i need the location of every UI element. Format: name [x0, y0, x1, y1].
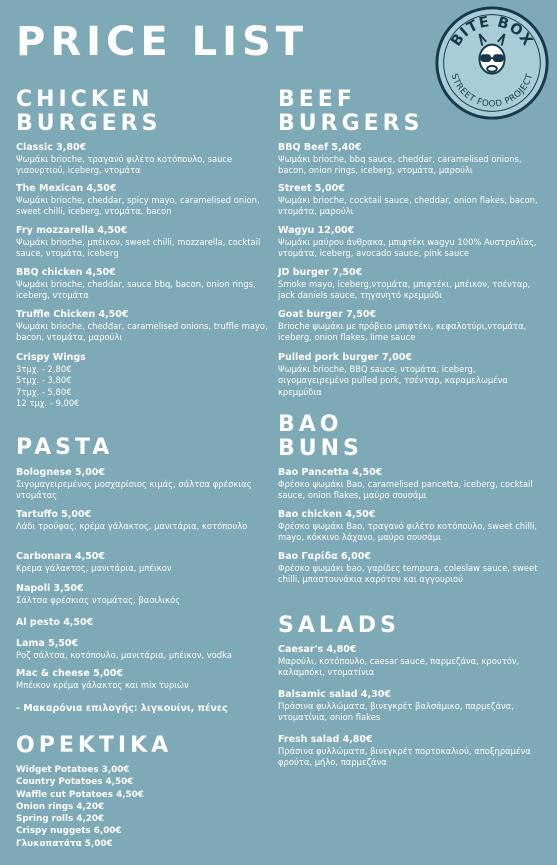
item-name: Bao Pancetta 4,50€ [278, 467, 383, 478]
heading-line: BEEF [278, 87, 356, 112]
item-name: Napoli 3,50€ [16, 583, 84, 594]
item-desc: Σιγομαγειρεμένος μοσχαρίσιος κιμάς, σάλτσα φρέσκιας ντομάτας [16, 479, 252, 501]
item-desc: Ψωμάκι brioche, τραγανό φιλέτο κοτόπουλο, sauce γιαουρτιού, iceberg, ντομάτα [16, 154, 233, 176]
menu-item [16, 638, 271, 661]
item-desc: Ροζ σάλτσα, κοτόπουλο, μανιτάρια, μπέικον, vodka [16, 650, 232, 660]
item-name: Pulled pork burger 7,00€ [278, 352, 412, 363]
item-name: BBQ chicken 4,50€ [16, 267, 116, 278]
item-name: Fresh salad 4,80€ [278, 734, 373, 745]
orektika-list [16, 764, 271, 850]
item-name: Classic 3,80€ [16, 142, 87, 153]
item-desc: Κρέμα γάλακτος, μανιτάρια, μπέικον [16, 563, 172, 573]
pasta-note [16, 703, 271, 715]
menu-item [16, 309, 271, 344]
menu-item [278, 467, 548, 502]
item-name: Crispy Wings [16, 352, 86, 363]
item-desc: Φρέσκο ψωμάκι Bao, caramelised pancetta, iceberg, cocktail sauce, onion flakes, μαύρο σουσάμι [278, 479, 533, 501]
menu-item [278, 267, 548, 302]
pasta-heading: PASTA [16, 435, 114, 460]
item-desc: Πράσινα φυλλώματα, βινεγκρέτ πορτοκαλιού, αποξηραμένα φρούτα, μήλο, παρμεζάνα [278, 746, 531, 768]
menu-item [16, 617, 271, 629]
menu-item [278, 309, 548, 344]
menu-item [278, 225, 548, 260]
item-desc: Ψωμάκι brioche, μπέικον, sweet chilli, mozzarella, cocktail sauce, ντομάτα, iceberg [16, 237, 261, 259]
wings-option: 7τμχ. - 5,80€ [16, 386, 72, 397]
menu-item [16, 225, 271, 260]
orektika-heading: ΟΡΕΚΤΙΚΑ [16, 733, 173, 758]
item-desc: Ψωμάκι brioche, cocktail sauce, cheddar, onion flakes, bacon, ντομάτα, μαρούλι [278, 195, 538, 217]
heading-line: BURGERS [16, 111, 162, 136]
list-item: Spring rolls 4,20€ [16, 814, 105, 825]
wings-option: 5τμχ. - 3,80€ [16, 375, 72, 386]
item-name: Bao chicken 4,50€ [278, 509, 376, 520]
item-desc: Μαρούλι, κοτόπουλο, caesar sauce, παρμεζάνα, κρουτόν, καλαμπόκι, ντοματίνια [278, 656, 520, 678]
list-item: Widget Potatoes 3,00€ [16, 765, 130, 775]
list-item: Country Potatoes 4,50€ [16, 777, 134, 788]
beef-burgers-heading [278, 88, 423, 136]
item-desc: Ψωμάκι μαύρου άνθρακα, μπιφτέκι wagyu 100% Αυστραλίας, ντομάτα, iceberg, avocado sauce, pink sauce [278, 237, 537, 259]
item-desc: Πράσινα φυλλώματα, βινεγκρέτ βαλσάμικο, παρμεζάνα, ντοματίνια, onion flakes [278, 701, 514, 723]
list-item: Waffle cut Potatoes 4,50€ [16, 789, 144, 800]
note-text: - Μακαρόνια επιλογής: λιγκουίνι, πένες [16, 703, 228, 714]
menu-item [278, 183, 548, 218]
item-desc: Φρέσκο ψωμάκι bao, γαρίδες tempura, coleslaw sauce, sweet chilli, μπαστουνάκια καρότου και αγγουριού [278, 563, 538, 585]
item-desc: Ψωμάκι brioche, BBQ sauce, ντομάτα, iceberg, σιγομαγειρεμένο pulled pork, τσένταρ, καραμελωμένα κρεμμύδια [278, 364, 508, 397]
wings-option: 3τμχ. - 2,80€ [16, 364, 72, 374]
item-desc: Λάδι τρούφας, κρέμα γάλακτος, μανιτάρια, κοτόπουλο [16, 521, 248, 531]
menu-item [16, 267, 271, 302]
menu-item [16, 467, 271, 502]
item-name: Truffle Chicken 4,50€ [16, 309, 129, 320]
page-title: PRICE LIST [16, 19, 309, 65]
item-name: Fry mozzarella 4,50€ [16, 225, 128, 236]
list-item: Crispy nuggets 6,00€ [16, 826, 122, 837]
menu-item [278, 352, 548, 398]
menu-item [278, 551, 548, 586]
item-desc: Smoke mayo, iceberg,ντομάτα, μπιφτέκι, μπέικον, τσένταρ, jack daniels sauce, τηγανητό κρεμμύδι [278, 279, 531, 301]
item-name: BBQ Beef 5,40€ [278, 142, 362, 153]
logo-top-text: BITE BOX [448, 14, 536, 50]
menu-item [278, 734, 548, 769]
item-desc: Μπέικον κρέμα γάλακτος και mix τυριών [16, 680, 189, 690]
item-name: Bao Γαρίδα 6,00€ [278, 551, 371, 562]
menu-item [16, 183, 271, 218]
menu-item [16, 142, 271, 177]
list-item: Γλυκοπατάτα 5,00€ [16, 838, 113, 849]
item-name: Lama 5,50€ [16, 638, 79, 649]
item-name: Goat burger 7,50€ [278, 309, 377, 320]
item-name: Bolognese 5,00€ [16, 467, 106, 478]
heading-line: CHICKEN [16, 87, 154, 112]
item-desc: Brioche ψωμάκι με πρόβειο μπιφτέκι, κεφαλοτύρι,ντομάτα, iceberg, onion flakes, lime sauce [278, 321, 527, 343]
item-name: Carbonara 4,50€ [16, 551, 106, 562]
item-desc: Ψωμάκι brioche, bbq sauce, cheddar, caramelised onions, bacon, onion rings, iceberg, ντομάτα, μαρούλι [278, 154, 522, 176]
item-desc: Ψωμάκι brioche, cheddar, sauce bbq, bacon, onion rings, iceberg, ντομάτα [16, 279, 256, 301]
menu-item [278, 142, 548, 177]
item-name: Mac & cheese 5,00€ [16, 668, 124, 679]
item-name: Caesar's 4,80€ [278, 644, 357, 655]
item-desc: Ψωμάκι brioche, cheddar, spicy mayo, caramelised onion, sweet chilli, iceberg, ντομάτα, bacon [16, 195, 260, 217]
heading-line: BAO [278, 412, 343, 437]
list-item: Onion rings 4,20€ [16, 801, 105, 812]
wings-option: 12 τμχ. - 9,00€ [16, 398, 80, 409]
menu-item [16, 509, 271, 532]
item-name: Balsamic salad 4,30€ [278, 689, 391, 700]
bite-box-logo [434, 5, 550, 121]
logo-bottom-text: STREET FOOD PROJECT [448, 72, 536, 110]
heading-line: BUNS [278, 436, 363, 461]
salads-heading: SALADS [278, 613, 401, 638]
item-name: The Mexican 4,50€ [16, 183, 117, 194]
chicken-burgers-heading [16, 88, 161, 136]
menu-item [16, 551, 271, 574]
item-name: Street 5,00€ [278, 183, 345, 194]
menu-item [16, 352, 271, 410]
item-name: Wagyu 12,00€ [278, 225, 355, 236]
menu-item [16, 668, 271, 691]
menu-item [16, 583, 271, 606]
menu-item [278, 509, 548, 544]
bao-buns-heading [278, 413, 363, 461]
item-name: Tartuffo 5,00€ [16, 509, 92, 520]
item-name: Al pesto 4,50€ [16, 617, 94, 628]
item-desc: Ψωμάκι brioche, cheddar, caramelised onions, truffle mayo, bacon, ντομάτα, μαρούλι [16, 321, 268, 343]
item-name: JD burger 7,50€ [278, 267, 363, 278]
menu-item [278, 644, 548, 679]
item-desc: Φρέσκο ψωμάκι Bao, τραγανό φιλέτο κοτόπουλο, sweet chilli, mayo, κόκκινο λάχανο, μαύρο σουσάμι [278, 521, 538, 543]
item-desc: Σάλτσα φρέσκιας ντομάτας, βασιλικός [16, 595, 181, 605]
heading-line: BURGERS [278, 111, 424, 136]
menu-item [278, 689, 548, 724]
